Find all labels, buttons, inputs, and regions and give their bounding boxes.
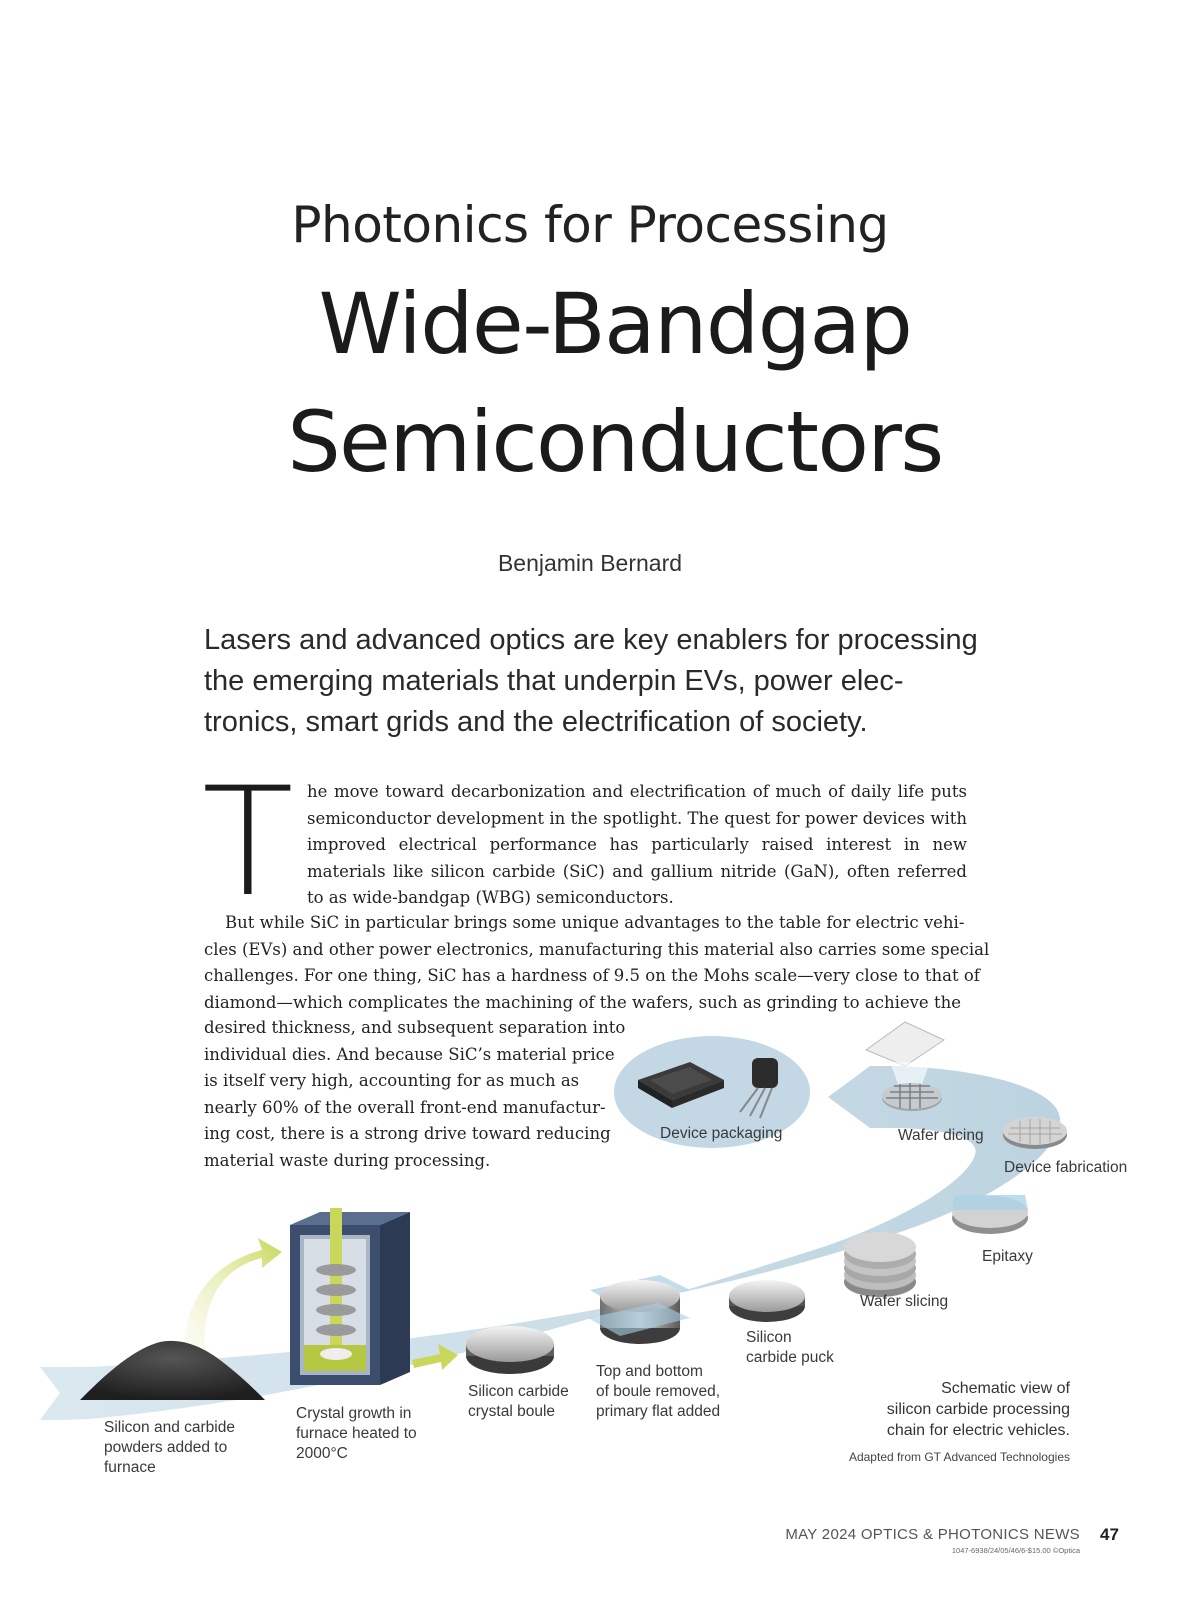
boule-trimmed-icon xyxy=(588,1275,690,1344)
caption-line: Schematic view of xyxy=(941,1380,1070,1397)
label-line: Silicon carbide xyxy=(468,1383,569,1400)
article-paragraph-3 xyxy=(204,1015,626,1174)
label-line: crystal boule xyxy=(468,1403,556,1420)
label-line: furnace xyxy=(104,1459,156,1476)
epitaxy-wafer-icon xyxy=(952,1195,1028,1234)
label-powders xyxy=(104,1418,235,1478)
label-wafer-slicing: Wafer slicing xyxy=(860,1293,949,1310)
label-wafer-dicing: Wafer dicing xyxy=(898,1127,984,1144)
paragraph-line: challenges. For one thing, SiC has a hardness of 9.5 on the Mohs scale—very close to that of xyxy=(204,966,980,985)
furnace-icon xyxy=(290,1208,410,1385)
label-furnace xyxy=(296,1404,417,1464)
figure-caption xyxy=(820,1378,1070,1441)
label-line: Silicon and carbide xyxy=(104,1419,235,1436)
arrow-to-furnace-icon xyxy=(185,1238,282,1360)
label-line: Crystal growth in xyxy=(296,1405,412,1422)
caption-line: silicon carbide processing xyxy=(886,1401,1070,1418)
sic-puck-icon xyxy=(729,1280,805,1322)
label-boule-cut xyxy=(596,1362,720,1422)
figure-credit: Adapted from GT Advanced Technologies xyxy=(848,1450,1070,1464)
article-dek xyxy=(204,620,984,743)
paragraph-line: desired thickness, and subsequent separation into xyxy=(204,1018,626,1037)
label-line: 2000°C xyxy=(296,1445,348,1462)
device-fabrication-wafer-icon xyxy=(1003,1117,1067,1149)
label-line: carbide puck xyxy=(746,1349,834,1366)
label-line: Silicon xyxy=(746,1329,792,1346)
article-paragraph-2 xyxy=(204,910,990,1016)
author-byline: Benjamin Bernard xyxy=(497,550,683,576)
paragraph-line: is itself very high, accounting for as much as xyxy=(204,1071,580,1090)
label-line: powders added to xyxy=(104,1439,228,1456)
paragraph-line: individual dies. And because SiC’s material price xyxy=(204,1044,615,1064)
label-line: furnace heated to xyxy=(296,1425,417,1442)
paragraph-line: diamond—which complicates the machining of the wafers, such as grinding to achieve the xyxy=(204,992,961,1012)
issn-line: 1047-6938/24/05/46/6-$15.00 ©Optica xyxy=(951,1546,1080,1555)
article-paragraph-1: he move toward decarbonization and electrification of much of daily life puts semiconductor development in the spotlight. The quest for power devices with improved electrical performance has particularly raised interest in new materials like silicon carbide (SiC) and gallium nitride (GaN), often referred to as wide-bandgap (WBG) semiconductors. xyxy=(307,782,967,907)
label-line: of boule removed, xyxy=(596,1383,721,1400)
label-device-packaging: Device packaging xyxy=(660,1125,783,1142)
caption-line: chain for electric vehicles. xyxy=(886,1422,1070,1439)
paragraph-line: But while SiC in particular brings some unique advantages to the table for electric vehi- xyxy=(204,913,965,932)
article-kicker: Photonics for Processing xyxy=(291,196,889,254)
dek-line: Lasers and advanced optics are key enablers for processing xyxy=(204,624,978,656)
dek-line: the emerging materials that underpin EVs, power elec- xyxy=(204,665,904,697)
article-title-line-2: Semiconductors xyxy=(287,393,943,491)
label-puck xyxy=(746,1328,834,1368)
footer-issue: MAY 2024 OPTICS & PHOTONICS NEWS xyxy=(785,1526,1080,1543)
label-boule xyxy=(468,1382,569,1422)
label-line: primary flat added xyxy=(596,1403,721,1420)
paragraph-line: nearly 60% of the overall front-end manufactur- xyxy=(204,1097,606,1117)
wafer-slicing-stack-icon xyxy=(844,1232,916,1297)
label-epitaxy: Epitaxy xyxy=(982,1248,1033,1265)
drop-cap: T xyxy=(202,756,294,930)
article-title-line-1: Wide-Bandgap xyxy=(318,275,912,373)
page-number: 47 xyxy=(1100,1525,1119,1544)
label-device-fabrication: Device fabrication xyxy=(1004,1159,1128,1176)
label-line: Top and bottom xyxy=(596,1363,703,1380)
paragraph-line: cles (EVs) and other power electronics, manufacturing this material also carries some special xyxy=(204,939,990,959)
dek-line: tronics, smart grids and the electrification of society. xyxy=(204,706,868,738)
paragraph-line: material waste during processing. xyxy=(204,1150,491,1170)
paragraph-line: ing cost, there is a strong drive toward reducing xyxy=(204,1124,611,1143)
sic-boule-icon xyxy=(466,1326,554,1374)
